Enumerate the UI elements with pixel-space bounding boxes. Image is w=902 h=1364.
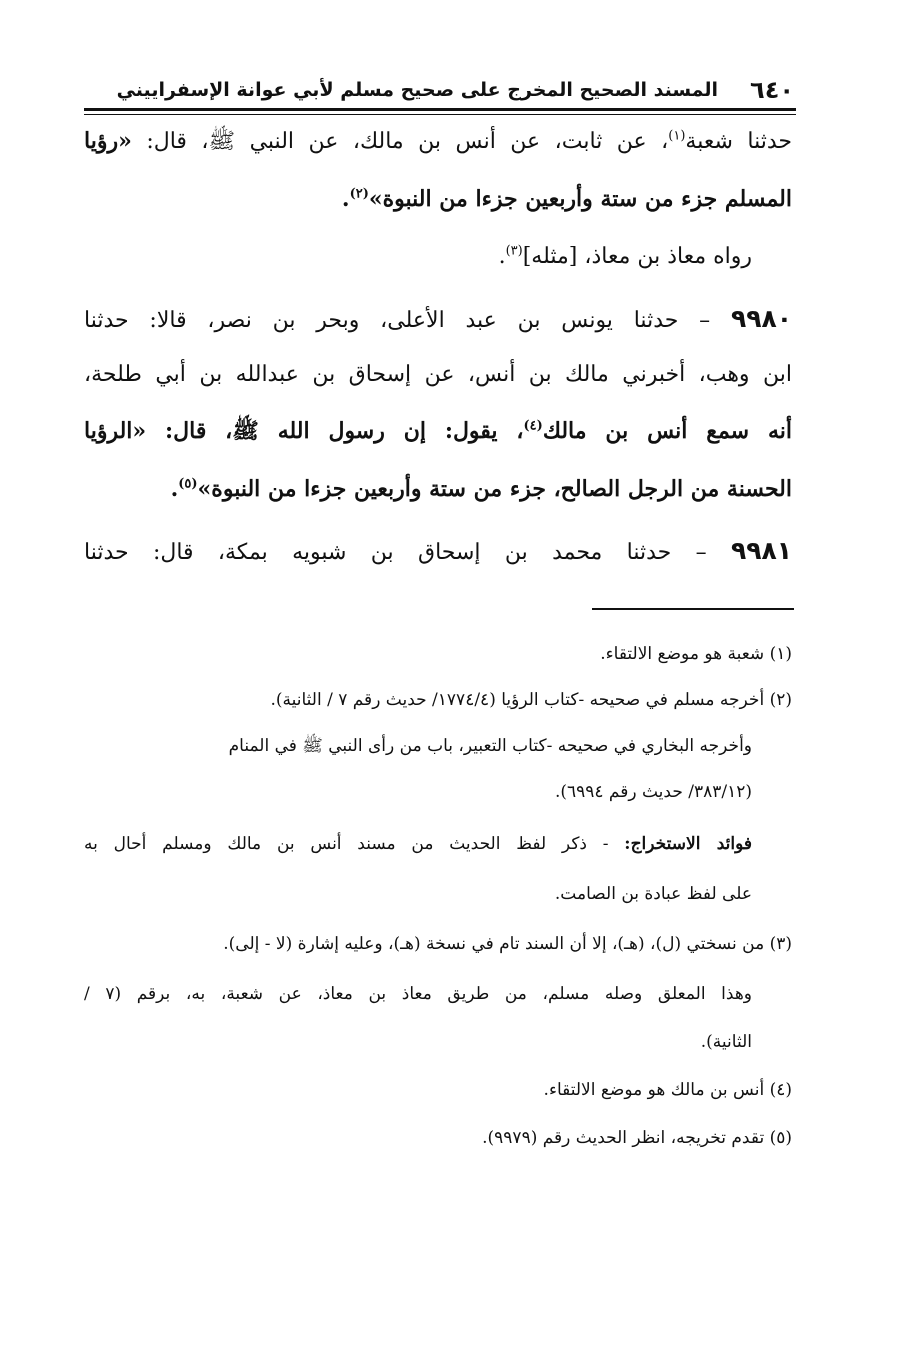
footnote-ref: (٣) [505,243,523,259]
footnote-3: (٣) من نسختي (ل)، (هـ)، إلا أن السند تام في نسخة (هـ)، وعليه إشارة (لا - إلى). [223,934,792,954]
footnote-4: (٤) أنس بن مالك هو موضع الالتقاء. [543,1080,792,1100]
text-run: – حدثنا محمد بن إسحاق بن شبويه بمكة، قال: حدثنا [84,540,707,565]
footnote-2: (٢) أخرجه مسلم في صحيحه -كتاب الرؤيا (١٧٧٤/٤/ حديث رقم ٧ / الثانية). [270,690,792,710]
hadith-number: ٩٩٨١ [730,536,792,565]
footnote-ref: (٤) [523,418,543,434]
footnote-ref: (٥) [178,476,198,492]
header-rule-thin [84,114,796,115]
footnote-2-line-3: (٣٨٣/١٢/ حديث رقم ٦٩٩٤). [554,782,752,802]
hadith-9980-line-3 [84,418,792,444]
footnote-1: (١) شعبة هو موضع الالتقاء. [600,644,792,664]
running-title: المسند الصحيح المخرج على صحيح مسلم لأبي عوانة الإسفراييني [116,79,719,101]
text-run: . [498,244,506,269]
text-run: رواه معاذ بن معاذ، [مثله] [522,244,752,269]
footnote-2-line-2: وأخرجه البخاري في صحيحه -كتاب التعبير، باب من رأى النبي ﷺ في المنام [228,736,752,756]
istikhraj-label: فوائد الاستخراج: [624,834,752,854]
body-line-2 [342,186,792,212]
body-line-1 [84,128,792,155]
text-run: أنه سمع أنس بن مالك [542,418,792,444]
running-header [84,70,794,110]
text-run: ، عن ثابت، عن أنس بن مالك، عن النبي ﷺ، قال: [131,129,669,154]
body-line-3 [499,244,752,270]
hadith-quote: المسلم جزء من ستة وأربعين جزءا من النبوة» [368,186,792,212]
hadith-9980-line-2 [84,362,792,388]
text-run: . [341,186,350,212]
footnote-ref: (١) [668,128,686,144]
text-run: – حدثنا يونس بن عبد الأعلى، وبحر بن نصر، قالا: حدثنا [84,308,711,333]
footnote-3-line-3: الثانية). [700,1032,752,1052]
hadith-9980-line-1 [84,304,792,334]
text-run: حدثنا شعبة [685,129,792,154]
hadith-quote: «رؤيا [84,128,132,154]
text-run: ابن وهب، أخبرني مالك بن أنس، عن إسحاق بن عبدالله بن أبي طلحة، [84,362,792,387]
hadith-quote: الحسنة من الرجل الصالح، جزء من ستة وأربعين جزءا من النبوة» [197,476,792,502]
footnote-3-line-2: وهذا المعلق وصله مسلم، من طريق معاذ بن معاذ، عن شعبة، به، برقم (٧ / [84,984,752,1004]
hadith-9981-line-1 [84,536,792,566]
footnote-separator [592,608,794,610]
hadith-number: ٩٩٨٠ [730,304,792,333]
text-run: - ذكر لفظ الحديث من مسند أنس بن مالك ومسلم أحال به [84,834,625,854]
text-run: . [170,476,179,502]
footnote-5: (٥) تقدم تخريجه، انظر الحديث رقم (٩٩٧٩). [482,1128,792,1148]
footnote-2-line-4 [84,834,752,854]
hadith-9980-line-4 [171,476,792,502]
footnote-2-line-5: على لفظ عبادة بن الصامت. [554,884,752,904]
footnote-ref: (٢) [349,186,369,202]
page-number: ٦٤٠ [750,76,794,104]
header-rule [84,108,796,111]
text-run: ، يقول: إن رسول الله ﷺ، قال: «الرؤيا [84,418,524,444]
